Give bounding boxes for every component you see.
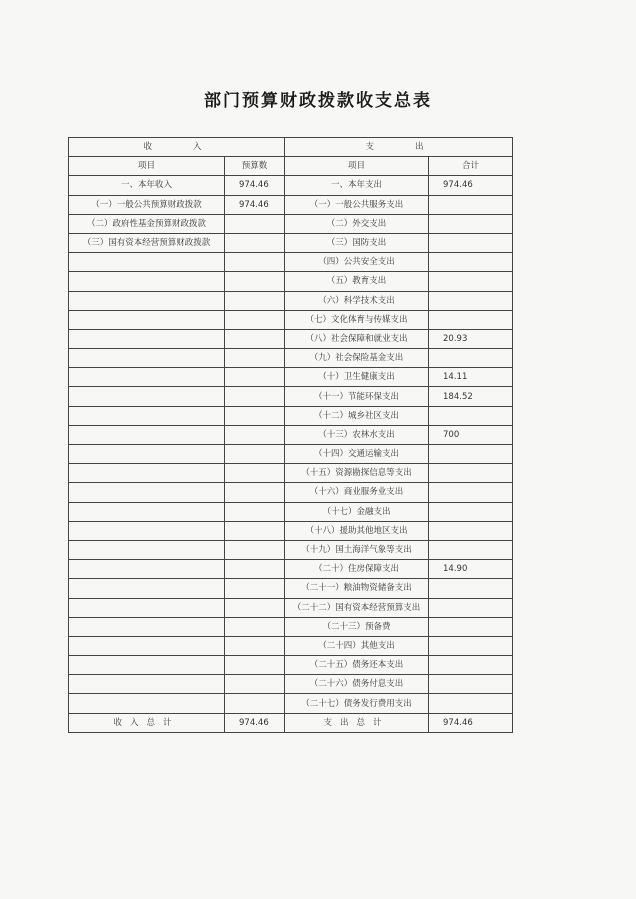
income-item-label: [69, 272, 225, 291]
expense-item-value: [429, 675, 513, 694]
expense-item-label: （三）国防支出: [285, 233, 429, 252]
income-item-label: （一）一般公共预算财政拨款: [69, 195, 225, 214]
income-item-label: [69, 540, 225, 559]
section-header-row: [69, 138, 513, 157]
income-item-value: [225, 675, 285, 694]
income-item-label: [69, 368, 225, 387]
income-item-value: 974.46: [225, 195, 285, 214]
income-item-value: [225, 425, 285, 444]
expense-item-value: [429, 214, 513, 233]
income-item-value: [225, 560, 285, 579]
income-item-value: [225, 406, 285, 425]
income-item-label: 一、本年收入: [69, 176, 225, 195]
expense-item-value: [429, 598, 513, 617]
table-row: [69, 195, 513, 214]
table-row: [69, 329, 513, 348]
expense-item-label: （二十）住房保障支出: [285, 560, 429, 579]
expense-item-value: [429, 310, 513, 329]
expense-item-value: [429, 502, 513, 521]
expense-item-label: （二）外交支出: [285, 214, 429, 233]
table-row: [69, 368, 513, 387]
expense-total-header: 合计: [429, 157, 513, 176]
income-item-value: [225, 233, 285, 252]
expense-item-label: （五）教育支出: [285, 272, 429, 291]
expense-item-value: [429, 291, 513, 310]
table-row: [69, 253, 513, 272]
income-item-label: （二）政府性基金预算财政拨款: [69, 214, 225, 233]
table-row: [69, 502, 513, 521]
expense-item-value: [429, 483, 513, 502]
income-item-label: [69, 560, 225, 579]
expense-item-label: （二十二）国有资本经营预算支出: [285, 598, 429, 617]
income-item-label: [69, 636, 225, 655]
expense-item-value: [429, 656, 513, 675]
income-item-label: [69, 521, 225, 540]
income-item-value: [225, 310, 285, 329]
expense-item-value: [429, 233, 513, 252]
income-item-label: [69, 502, 225, 521]
expense-item-label: （四）公共安全支出: [285, 253, 429, 272]
expense-item-value: 20.93: [429, 329, 513, 348]
expense-item-label: （十六）商业服务业支出: [285, 483, 429, 502]
table-row: [69, 656, 513, 675]
income-item-value: [225, 521, 285, 540]
budget-table-body: [69, 176, 513, 713]
income-item-value: [225, 272, 285, 291]
income-item-value: [225, 694, 285, 713]
expense-item-value: 14.11: [429, 368, 513, 387]
expense-item-value: 974.46: [429, 176, 513, 195]
expense-item-label: （二十七）债务发行费用支出: [285, 694, 429, 713]
table-row: [69, 579, 513, 598]
income-section-header: 收 入: [69, 138, 285, 157]
income-item-label: [69, 675, 225, 694]
income-item-label: [69, 329, 225, 348]
income-item-value: [225, 636, 285, 655]
table-row: [69, 598, 513, 617]
expense-item-label: （十四）交通运输支出: [285, 445, 429, 464]
expense-item-label: （七）文化体育与传媒支出: [285, 310, 429, 329]
expense-item-value: [429, 521, 513, 540]
income-item-value: [225, 349, 285, 368]
income-item-value: [225, 464, 285, 483]
table-row: [69, 406, 513, 425]
income-item-value: [225, 502, 285, 521]
income-budget-header: 预算数: [225, 157, 285, 176]
table-row: [69, 560, 513, 579]
expense-item-value: [429, 636, 513, 655]
page-title: 部门预算财政拨款收支总表: [204, 91, 432, 111]
expense-item-value: [429, 694, 513, 713]
expense-item-label: （二十四）其他支出: [285, 636, 429, 655]
income-item-value: [225, 387, 285, 406]
expense-item-label: （十七）金融支出: [285, 502, 429, 521]
expense-item-value: [429, 253, 513, 272]
expense-item-value: 184.52: [429, 387, 513, 406]
table-row: [69, 349, 513, 368]
expense-item-value: [429, 579, 513, 598]
income-item-label: [69, 656, 225, 675]
income-item-label: [69, 291, 225, 310]
income-item-value: [225, 579, 285, 598]
expense-item-value: [429, 617, 513, 636]
expense-item-label: （二十五）债务还本支出: [285, 656, 429, 675]
expense-item-value: [429, 540, 513, 559]
income-item-value: [225, 656, 285, 675]
table-row: [69, 694, 513, 713]
table-row: [69, 214, 513, 233]
income-item-value: [225, 368, 285, 387]
income-item-label: [69, 406, 225, 425]
income-item-label: [69, 253, 225, 272]
expense-item-value: 700: [429, 425, 513, 444]
income-item-label: [69, 617, 225, 636]
income-item-value: [225, 291, 285, 310]
expense-total-value: 974.46: [429, 713, 513, 732]
table-row: [69, 675, 513, 694]
table-row: [69, 617, 513, 636]
income-item-value: [225, 445, 285, 464]
table-row: [69, 521, 513, 540]
expense-item-label: （十一）节能环保支出: [285, 387, 429, 406]
table-row: [69, 464, 513, 483]
table-row: [69, 387, 513, 406]
total-row: [69, 713, 513, 732]
income-item-label: [69, 445, 225, 464]
expense-item-label: （一）一般公共服务支出: [285, 195, 429, 214]
income-item-label: [69, 425, 225, 444]
expense-item-label: （十）卫生健康支出: [285, 368, 429, 387]
expense-item-label: （十二）城乡社区支出: [285, 406, 429, 425]
table-row: [69, 233, 513, 252]
income-item-value: [225, 598, 285, 617]
income-item-label: [69, 694, 225, 713]
table-row: [69, 636, 513, 655]
expense-section-header: 支 出: [285, 138, 513, 157]
income-item-label: [69, 310, 225, 329]
expense-item-value: [429, 464, 513, 483]
table-row: [69, 540, 513, 559]
expense-item-value: [429, 195, 513, 214]
expense-item-label: （十八）援助其他地区支出: [285, 521, 429, 540]
income-item-label: [69, 387, 225, 406]
table-row: [69, 176, 513, 195]
income-item-value: [225, 617, 285, 636]
income-item-value: 974.46: [225, 176, 285, 195]
expense-item-label: （十五）资源勘探信息等支出: [285, 464, 429, 483]
table-row: [69, 425, 513, 444]
income-item-value: [225, 329, 285, 348]
table-row: [69, 272, 513, 291]
expense-item-label: （十九）国土海洋气象等支出: [285, 540, 429, 559]
income-item-label: （三）国有资本经营预算财政拨款: [69, 233, 225, 252]
expense-item-value: 14.90: [429, 560, 513, 579]
table-row: [69, 310, 513, 329]
income-item-label: [69, 349, 225, 368]
income-item-header: 项目: [69, 157, 225, 176]
table-row: [69, 445, 513, 464]
expense-item-value: [429, 406, 513, 425]
expense-item-value: [429, 349, 513, 368]
expense-item-label: （二十三）预备费: [285, 617, 429, 636]
income-item-label: [69, 483, 225, 502]
income-item-label: [69, 579, 225, 598]
expense-item-value: [429, 445, 513, 464]
income-item-value: [225, 253, 285, 272]
column-header-row: [69, 157, 513, 176]
expense-item-label: （十三）农林水支出: [285, 425, 429, 444]
income-total-value: 974.46: [225, 713, 285, 732]
expense-item-label: （六）科学技术支出: [285, 291, 429, 310]
income-item-label: [69, 464, 225, 483]
table-row: [69, 483, 513, 502]
expense-item-header: 项目: [285, 157, 429, 176]
income-item-value: [225, 214, 285, 233]
income-item-value: [225, 540, 285, 559]
income-total-label: 收入总计: [69, 713, 225, 732]
table-row: [69, 291, 513, 310]
budget-table: [68, 137, 513, 733]
expense-item-label: （二十六）债务付息支出: [285, 675, 429, 694]
expense-item-value: [429, 272, 513, 291]
income-item-label: [69, 598, 225, 617]
expense-item-label: （九）社会保险基金支出: [285, 349, 429, 368]
expense-item-label: （二十一）粮油物资储备支出: [285, 579, 429, 598]
expense-item-label: （八）社会保障和就业支出: [285, 329, 429, 348]
expense-total-label: 支出总计: [285, 713, 429, 732]
expense-item-label: 一、本年支出: [285, 176, 429, 195]
income-item-value: [225, 483, 285, 502]
